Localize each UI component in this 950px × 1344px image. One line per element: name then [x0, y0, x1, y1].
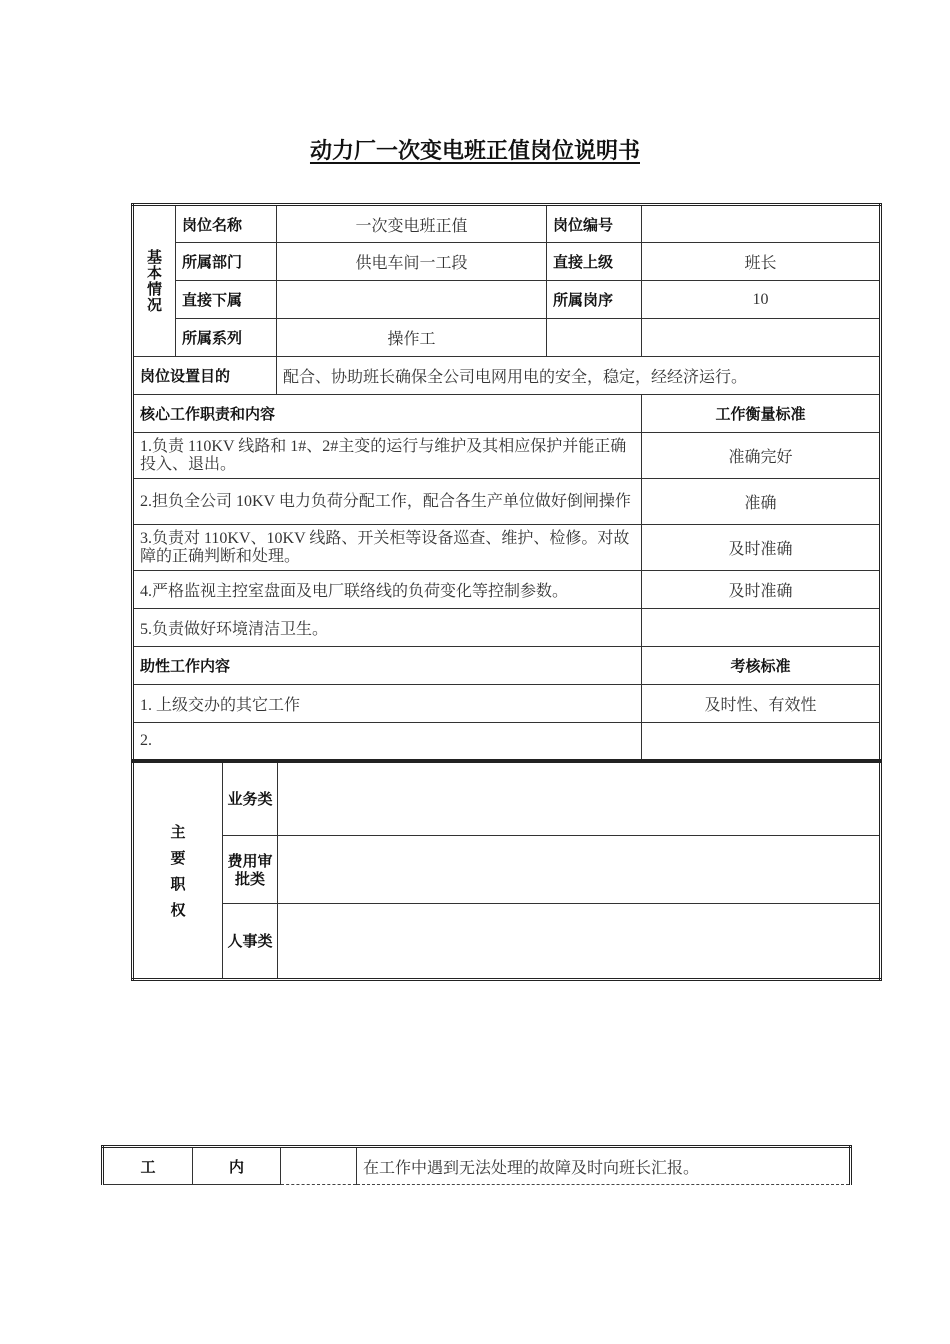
bottom-col1: 工 [103, 1147, 193, 1185]
core-duty-item: 3.负责对 110KV、10KV 线路、开关柜等设备巡查、维护、检修。对故障的正确判断和处理。 [133, 525, 642, 571]
core-duties-header: 核心工作职责和内容 [133, 395, 642, 433]
bottom-col2: 内 [193, 1147, 281, 1185]
authority-table [131, 760, 882, 981]
rank-label: 所属岗序 [547, 281, 642, 319]
auxiliary-standard: 及时性、有效性 [642, 685, 881, 723]
empty-cell [642, 319, 881, 357]
core-duty-standard: 及时准确 [642, 525, 881, 571]
position-code-label: 岗位编号 [547, 205, 642, 243]
core-duty-item: 4.严格监视主控室盘面及电厂联络线的负荷变化等控制参数。 [133, 571, 642, 609]
auxiliary-header: 助性工作内容 [133, 647, 642, 685]
core-duty-standard: 准确完好 [642, 433, 881, 479]
purpose-label: 岗位设置目的 [133, 357, 277, 395]
auxiliary-standard [642, 723, 881, 761]
auxiliary-standard-header: 考核标准 [642, 647, 881, 685]
dept-value: 供电车间一工段 [277, 243, 547, 281]
authority-business-content [278, 762, 881, 836]
series-label: 所属系列 [176, 319, 277, 357]
position-name-label: 岗位名称 [176, 205, 277, 243]
superior-label: 直接上级 [547, 243, 642, 281]
rank-value: 10 [642, 281, 881, 319]
position-name-value: 一次变电班正值 [277, 205, 547, 243]
empty-cell [547, 319, 642, 357]
core-duty-standard [642, 609, 881, 647]
auxiliary-item: 2. [133, 723, 642, 761]
page-title: 动力厂一次变电班正值岗位说明书 [309, 139, 640, 164]
core-duty-standard: 准确 [642, 479, 881, 525]
subordinate-label: 直接下属 [176, 281, 277, 319]
authority-expense-label: 费用审批类 [223, 836, 278, 904]
authority-personnel-content [278, 904, 881, 980]
core-duty-item: 5.负责做好环境清洁卫生。 [133, 609, 642, 647]
core-standard-header: 工作衡量标准 [642, 395, 881, 433]
series-value: 操作工 [277, 319, 547, 357]
authority-business-label: 业务类 [223, 762, 278, 836]
bottom-table [101, 1145, 852, 1185]
position-code-value [642, 205, 881, 243]
core-duty-standard: 及时准确 [642, 571, 881, 609]
bottom-text: 在工作中遇到无法处理的故障及时向班长汇报。 [357, 1147, 851, 1185]
core-duty-item: 2.担负全公司 10KV 电力负荷分配工作，配合各生产单位做好倒闸操作 [133, 479, 642, 525]
bottom-col3 [281, 1147, 357, 1185]
authority-expense-content [278, 836, 881, 904]
job-description-table [131, 203, 882, 762]
authority-personnel-label: 人事类 [223, 904, 278, 980]
subordinate-value [277, 281, 547, 319]
purpose-text: 配合、协助班长确保全公司电网用电的安全，稳定，经经济运行。 [277, 357, 881, 395]
authority-label: 主要职权 [133, 762, 223, 980]
dept-label: 所属部门 [176, 243, 277, 281]
basic-info-label: 基本情况 [133, 205, 176, 357]
core-duty-item: 1.负责 110KV 线路和 1#、2#主变的运行与维护及其相应保护并能正确投入、退出。 [133, 433, 642, 479]
auxiliary-item: 1. 上级交办的其它工作 [133, 685, 642, 723]
superior-value: 班长 [642, 243, 881, 281]
